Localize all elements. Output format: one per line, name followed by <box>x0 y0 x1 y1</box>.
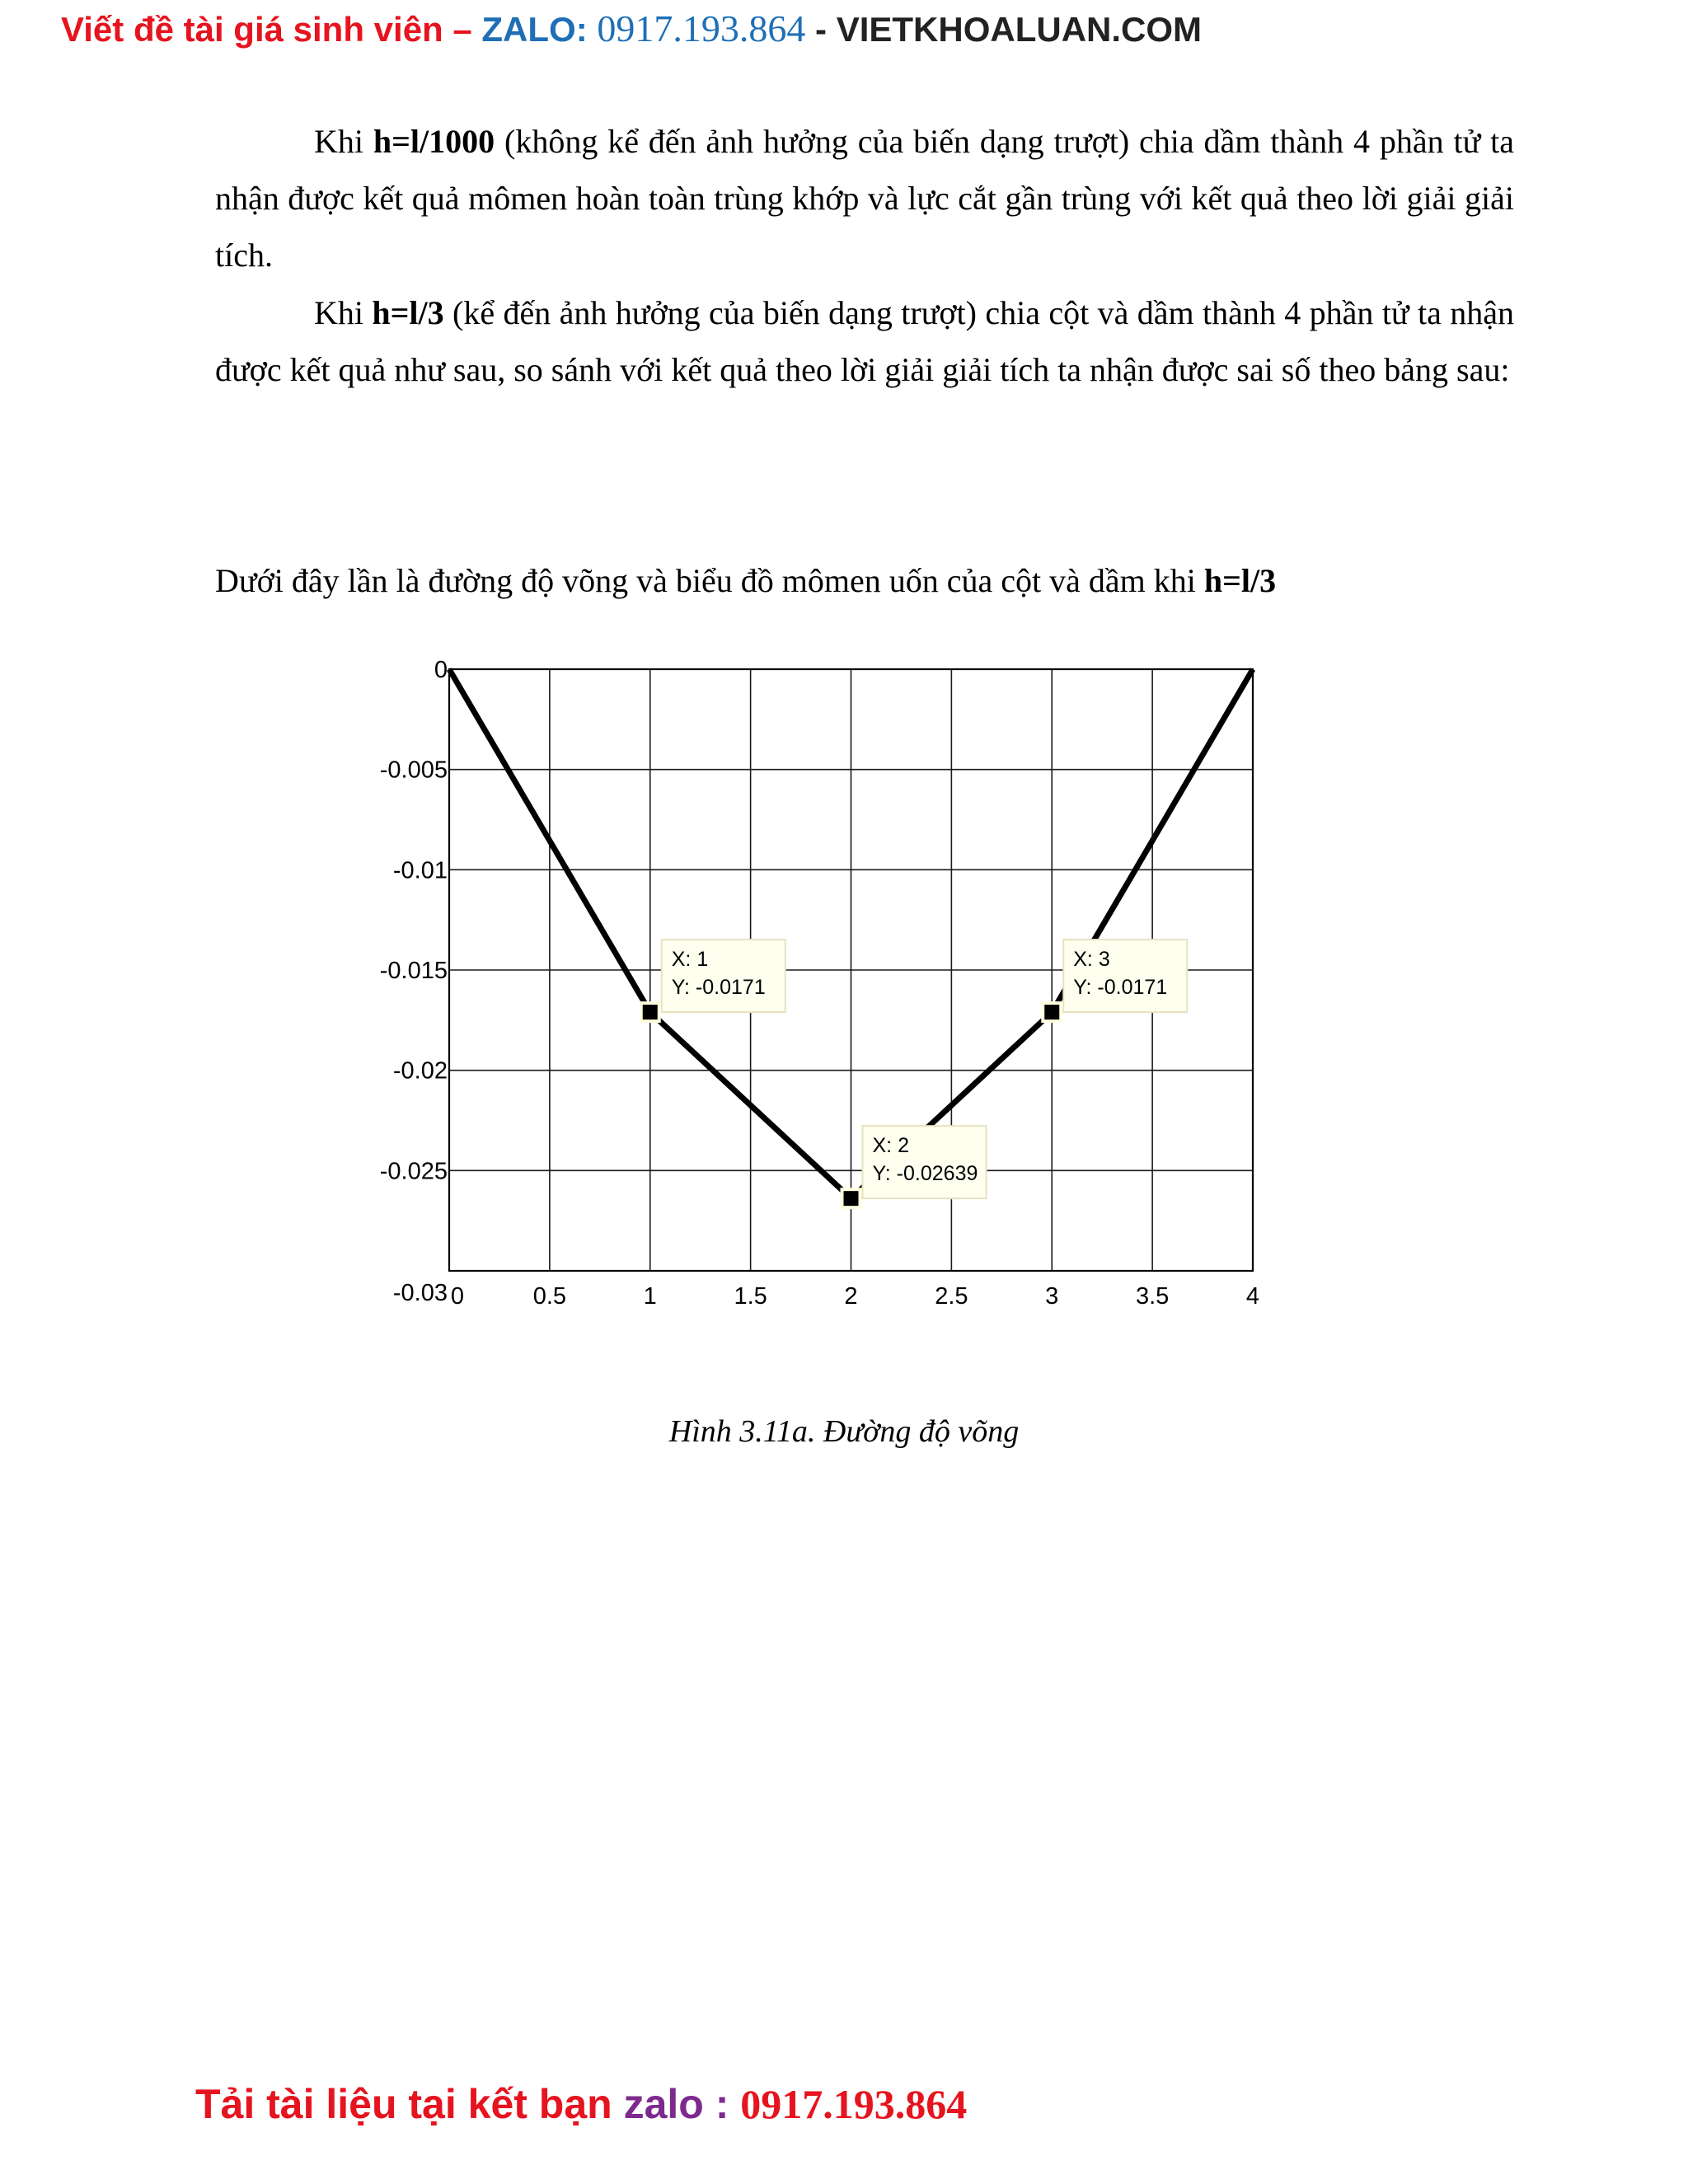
y-tick-label-4: -0.02 <box>392 1057 448 1085</box>
x-tick-label-4: 2 <box>844 1283 858 1310</box>
footer-text: Tải tài liệu tại kết bạn <box>195 2081 624 2127</box>
para1-bold: h=l/1000 <box>373 123 495 160</box>
paragraph-1 <box>215 113 1514 284</box>
header-separator: - <box>805 10 837 49</box>
datatip-x-label-0: X: 1 <box>671 948 709 972</box>
chart-svg <box>363 643 1311 1327</box>
x-tick-label-2: 1 <box>643 1283 657 1310</box>
header-dash: – <box>443 10 482 49</box>
deflection-chart <box>363 643 1311 1331</box>
footer-colon: : <box>703 2081 741 2127</box>
para2-text-1: Khi <box>314 294 373 331</box>
x-tick-label-6: 3 <box>1045 1283 1059 1310</box>
paragraph-2 <box>215 284 1514 398</box>
intro-line <box>215 556 1534 606</box>
x-tick-label-5: 2.5 <box>935 1283 968 1310</box>
x-tick-label-0: 0 <box>450 1283 465 1310</box>
y-tick-label-1: -0.005 <box>379 757 448 784</box>
x-tick-label-3: 1.5 <box>734 1283 767 1310</box>
datatip-marker-0 <box>641 1003 659 1021</box>
header-site-link[interactable]: VIETKHOALUAN.COM <box>836 10 1203 49</box>
page-header <box>61 5 1202 54</box>
y-tick-label-0: 0 <box>434 657 448 683</box>
header-zalo-number[interactable]: 0917.193.864 <box>597 7 806 49</box>
footer-zalo: zalo <box>623 2081 704 2127</box>
para2-bold: h=l/3 <box>372 294 444 331</box>
x-tick-label-7: 3.5 <box>1135 1283 1170 1310</box>
y-tick-label-5: -0.025 <box>379 1158 448 1185</box>
figure-caption: Hình 3.11a. Đường độ võng <box>668 1414 1020 1449</box>
datatip-marker-1 <box>842 1189 860 1207</box>
y-tick-label-6: -0.03 <box>392 1280 448 1306</box>
header-title: Viết đề tài giá sinh viên <box>61 10 443 49</box>
para1-text-1: Khi <box>314 123 373 160</box>
page-footer <box>195 2075 967 2133</box>
y-tick-label-2: -0.01 <box>392 857 448 884</box>
intro-bold: h=l/3 <box>1203 562 1277 599</box>
y-tick-label-3: -0.015 <box>379 958 448 984</box>
para1-text-2: (không kể đến ảnh hưởng của biến dạng trượt) chia dầm thành 4 phần tử ta nhận được kết quả mômen hoàn toàn trùng khớp và lực cắt gần trùng với kết quả theo lời giải giải tích. <box>215 123 1515 274</box>
x-tick-label-8: 4 <box>1245 1283 1260 1310</box>
header-zalo-label: ZALO: <box>481 10 598 49</box>
x-tick-label-1: 0.5 <box>532 1283 567 1310</box>
datatip-y-label-2: Y: -0.0171 <box>1073 976 1168 1000</box>
intro-text: Dưới đây lần là đường độ võng và biểu đồ mômen uốn của cột và dầm khi <box>215 562 1204 599</box>
para2-text-2: (kể đến ảnh hưởng của biến dạng trượt) chia cột và dầm thành 4 phần tử ta nhận được kết quả như sau, so sánh với kết quả theo lời giải giải tích ta nhận được sai số theo bảng sau: <box>215 294 1515 388</box>
datatip-y-label-1: Y: -0.02639 <box>872 1162 978 1186</box>
datatip-x-label-2: X: 3 <box>1073 948 1110 972</box>
datatip-marker-2 <box>1043 1003 1061 1021</box>
datatip-x-label-1: X: 2 <box>872 1134 909 1158</box>
datatip-y-label-0: Y: -0.0171 <box>671 976 766 1000</box>
footer-number[interactable]: 0917.193.864 <box>740 2081 968 2127</box>
